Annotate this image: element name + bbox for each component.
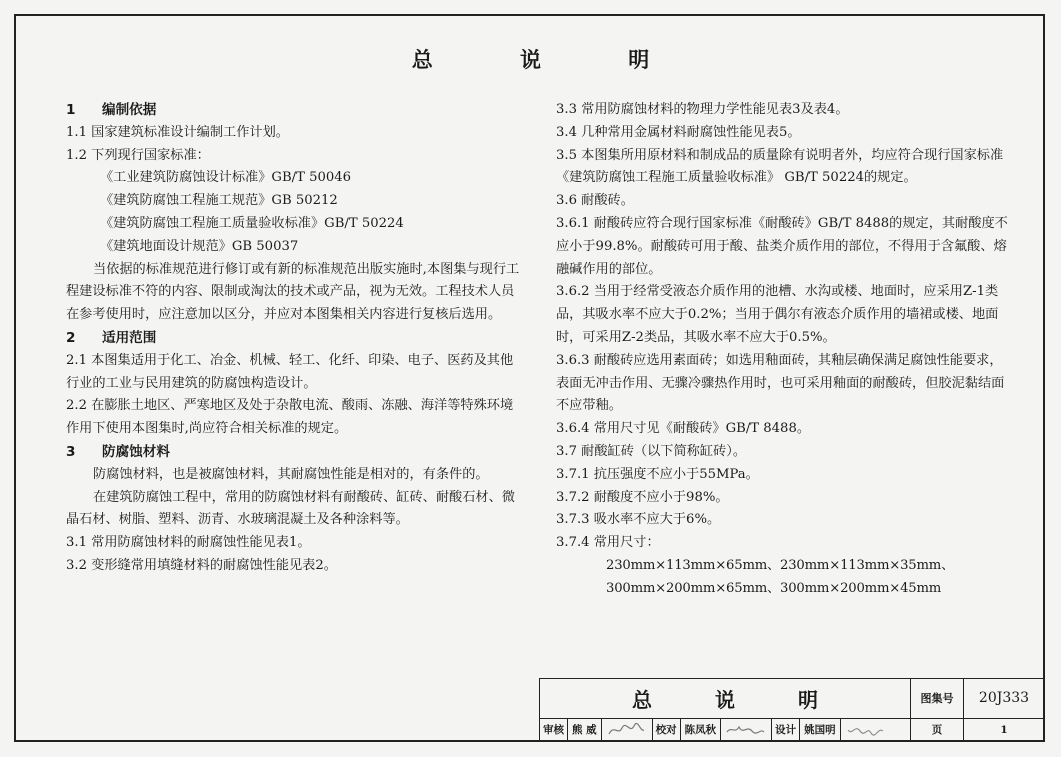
section-number: 1 (66, 102, 76, 118)
drawing-title: 总 说 明 (540, 679, 911, 719)
reviewer-name: 熊 威 (568, 719, 602, 741)
standard-reference: 《建筑地面设计规范》GB 50037 (100, 238, 299, 254)
size-spec: 230mm×113mm×65mm、230mm×113mm×35mm、 (606, 557, 955, 573)
clause-text: 2.2 在膨胀土地区、严寒地区及处于杂散电流、酸雨、冻融、海洋等特殊环境作用下使用本图集时,尚应符合相关标准的规定。 (66, 398, 514, 437)
standard-reference: 《建筑防腐蚀工程施工规范》GB 50212 (100, 193, 338, 209)
clause-text: 防腐蚀材料，也是被腐蚀材料，其耐腐蚀性能是相对的，有条件的。 (93, 466, 489, 482)
clause-text: 当依据的标准规范进行修订或有新的标准规范出版实施时,本图集与现行工程建设标准不符的内容、限制或淘汰的技术或产品，视为无效。工程技术人员在参考使用时，应注意加以区分，并应对本图集相关内容进行复核后选用。 (66, 261, 520, 323)
atlas-number: 20J333 (964, 679, 1045, 719)
clause-text: 3.2 变形缝常用填缝材料的耐腐蚀性能见表2。 (66, 557, 337, 573)
section-heading (66, 99, 524, 122)
checker-name: 陈凤秋 (681, 719, 722, 741)
section-number: 2 (66, 329, 76, 346)
left-column (66, 99, 524, 578)
right-column (556, 99, 1008, 601)
clause-text: 3.4 几种常用金属材料耐腐蚀性能见表5。 (556, 124, 801, 140)
standard-reference: 《建筑防腐蚀工程施工质量验收标准》GB/T 50224 (100, 215, 404, 231)
clause-text: 3.7.3 吸水率不应大于6%。 (556, 512, 721, 528)
reviewer-signature (602, 719, 653, 741)
page-number: 1 (964, 718, 1045, 741)
clause-text: 3.6 耐酸砖。 (556, 193, 634, 209)
design-label: 设计 (772, 719, 800, 741)
size-spec: 300mm×200mm×65mm、300mm×200mm×45mm (606, 580, 942, 596)
clause-text: 1.2 下列现行国家标准： (66, 147, 210, 163)
checker-signature (721, 719, 772, 741)
clause-text: 3.6.3 耐酸砖应选用素面砖；如选用釉面砖，其釉层确保满足腐蚀性能要求，表面无冲击作用、无骤冷骤热作用时，也可采用釉面的耐酸砖，但胶泥黏结面不应带釉。 (556, 352, 1005, 414)
clause-text: 3.1 常用防腐蚀材料的耐腐蚀性能见表1。 (66, 535, 311, 551)
section-title: 编制依据 (102, 102, 157, 118)
clause-text: 3.5 本图集所用原材料和制成品的质量除有说明者外，均应符合现行国家标准《建筑防腐蚀工程施工质量验收标准》 GB/T 50224的规定。 (556, 147, 1004, 186)
clause-text: 3.7.4 常用尺寸： (556, 535, 660, 551)
clause-text: 3.6.1 耐酸砖应符合现行国家标准《耐酸砖》GB/T 8488的规定，其耐酸度不应小于99.8%。耐酸砖可用于酸、盐类介质作用的部位，不得用于含氟酸、熔融碱作用的部位。 (556, 215, 1008, 277)
clause-text: 3.3 常用防腐蚀材料的物理力学性能见表3及表4。 (556, 102, 849, 117)
section-number: 3 (66, 443, 76, 460)
designer-signature (841, 719, 891, 741)
review-label: 审核 (540, 719, 568, 741)
clause-text: 2.1 本图集适用于化工、冶金、机械、轻工、化纤、印染、电子、医药及其他行业的工业与民用建筑的防腐蚀构造设计。 (66, 352, 514, 391)
section-heading (66, 441, 524, 464)
page-label: 页 (911, 718, 964, 741)
clause-text: 在建筑防腐蚀工程中，常用的防腐蚀材料有耐酸砖、缸砖、耐酸石材、微晶石材、树脂、塑料、沥青、水玻璃混凝土及各种涂料等。 (66, 489, 515, 528)
section-title: 适用范围 (102, 329, 157, 346)
standard-reference: 《工业建筑防腐蚀设计标准》GB/T 50046 (100, 170, 352, 186)
clause-text: 3.7.2 耐酸度不应小于98%。 (556, 489, 729, 505)
page-title: 总 说 明 (411, 48, 690, 72)
check-label: 校对 (653, 719, 681, 741)
clause-text: 1.1 国家建筑标准设计编制工作计划。 (66, 124, 289, 140)
clause-text: 3.6.2 当用于经常受液态介质作用的池槽、水沟或楼、地面时，应采用Z-1类品，其吸水率不应大于0.2%；当用于偶尔有液态介质作用的墙裙或楼、地面时，可采用Z-2类品，其吸水率不应大于0.5%。 (556, 284, 999, 345)
section-title: 防腐蚀材料 (102, 443, 170, 460)
clause-text: 3.7.1 抗压强度不应小于55MPa。 (556, 466, 759, 482)
atlas-number-label: 图集号 (911, 679, 964, 719)
designer-name: 姚国明 (800, 719, 841, 741)
title-block (539, 678, 1045, 742)
section-heading (66, 327, 524, 350)
clause-text: 3.6.4 常用尺寸见《耐酸砖》GB/T 8488。 (556, 421, 811, 437)
clause-text: 3.7 耐酸缸砖（以下简称缸砖）。 (556, 443, 747, 459)
signature-strip (540, 718, 911, 741)
